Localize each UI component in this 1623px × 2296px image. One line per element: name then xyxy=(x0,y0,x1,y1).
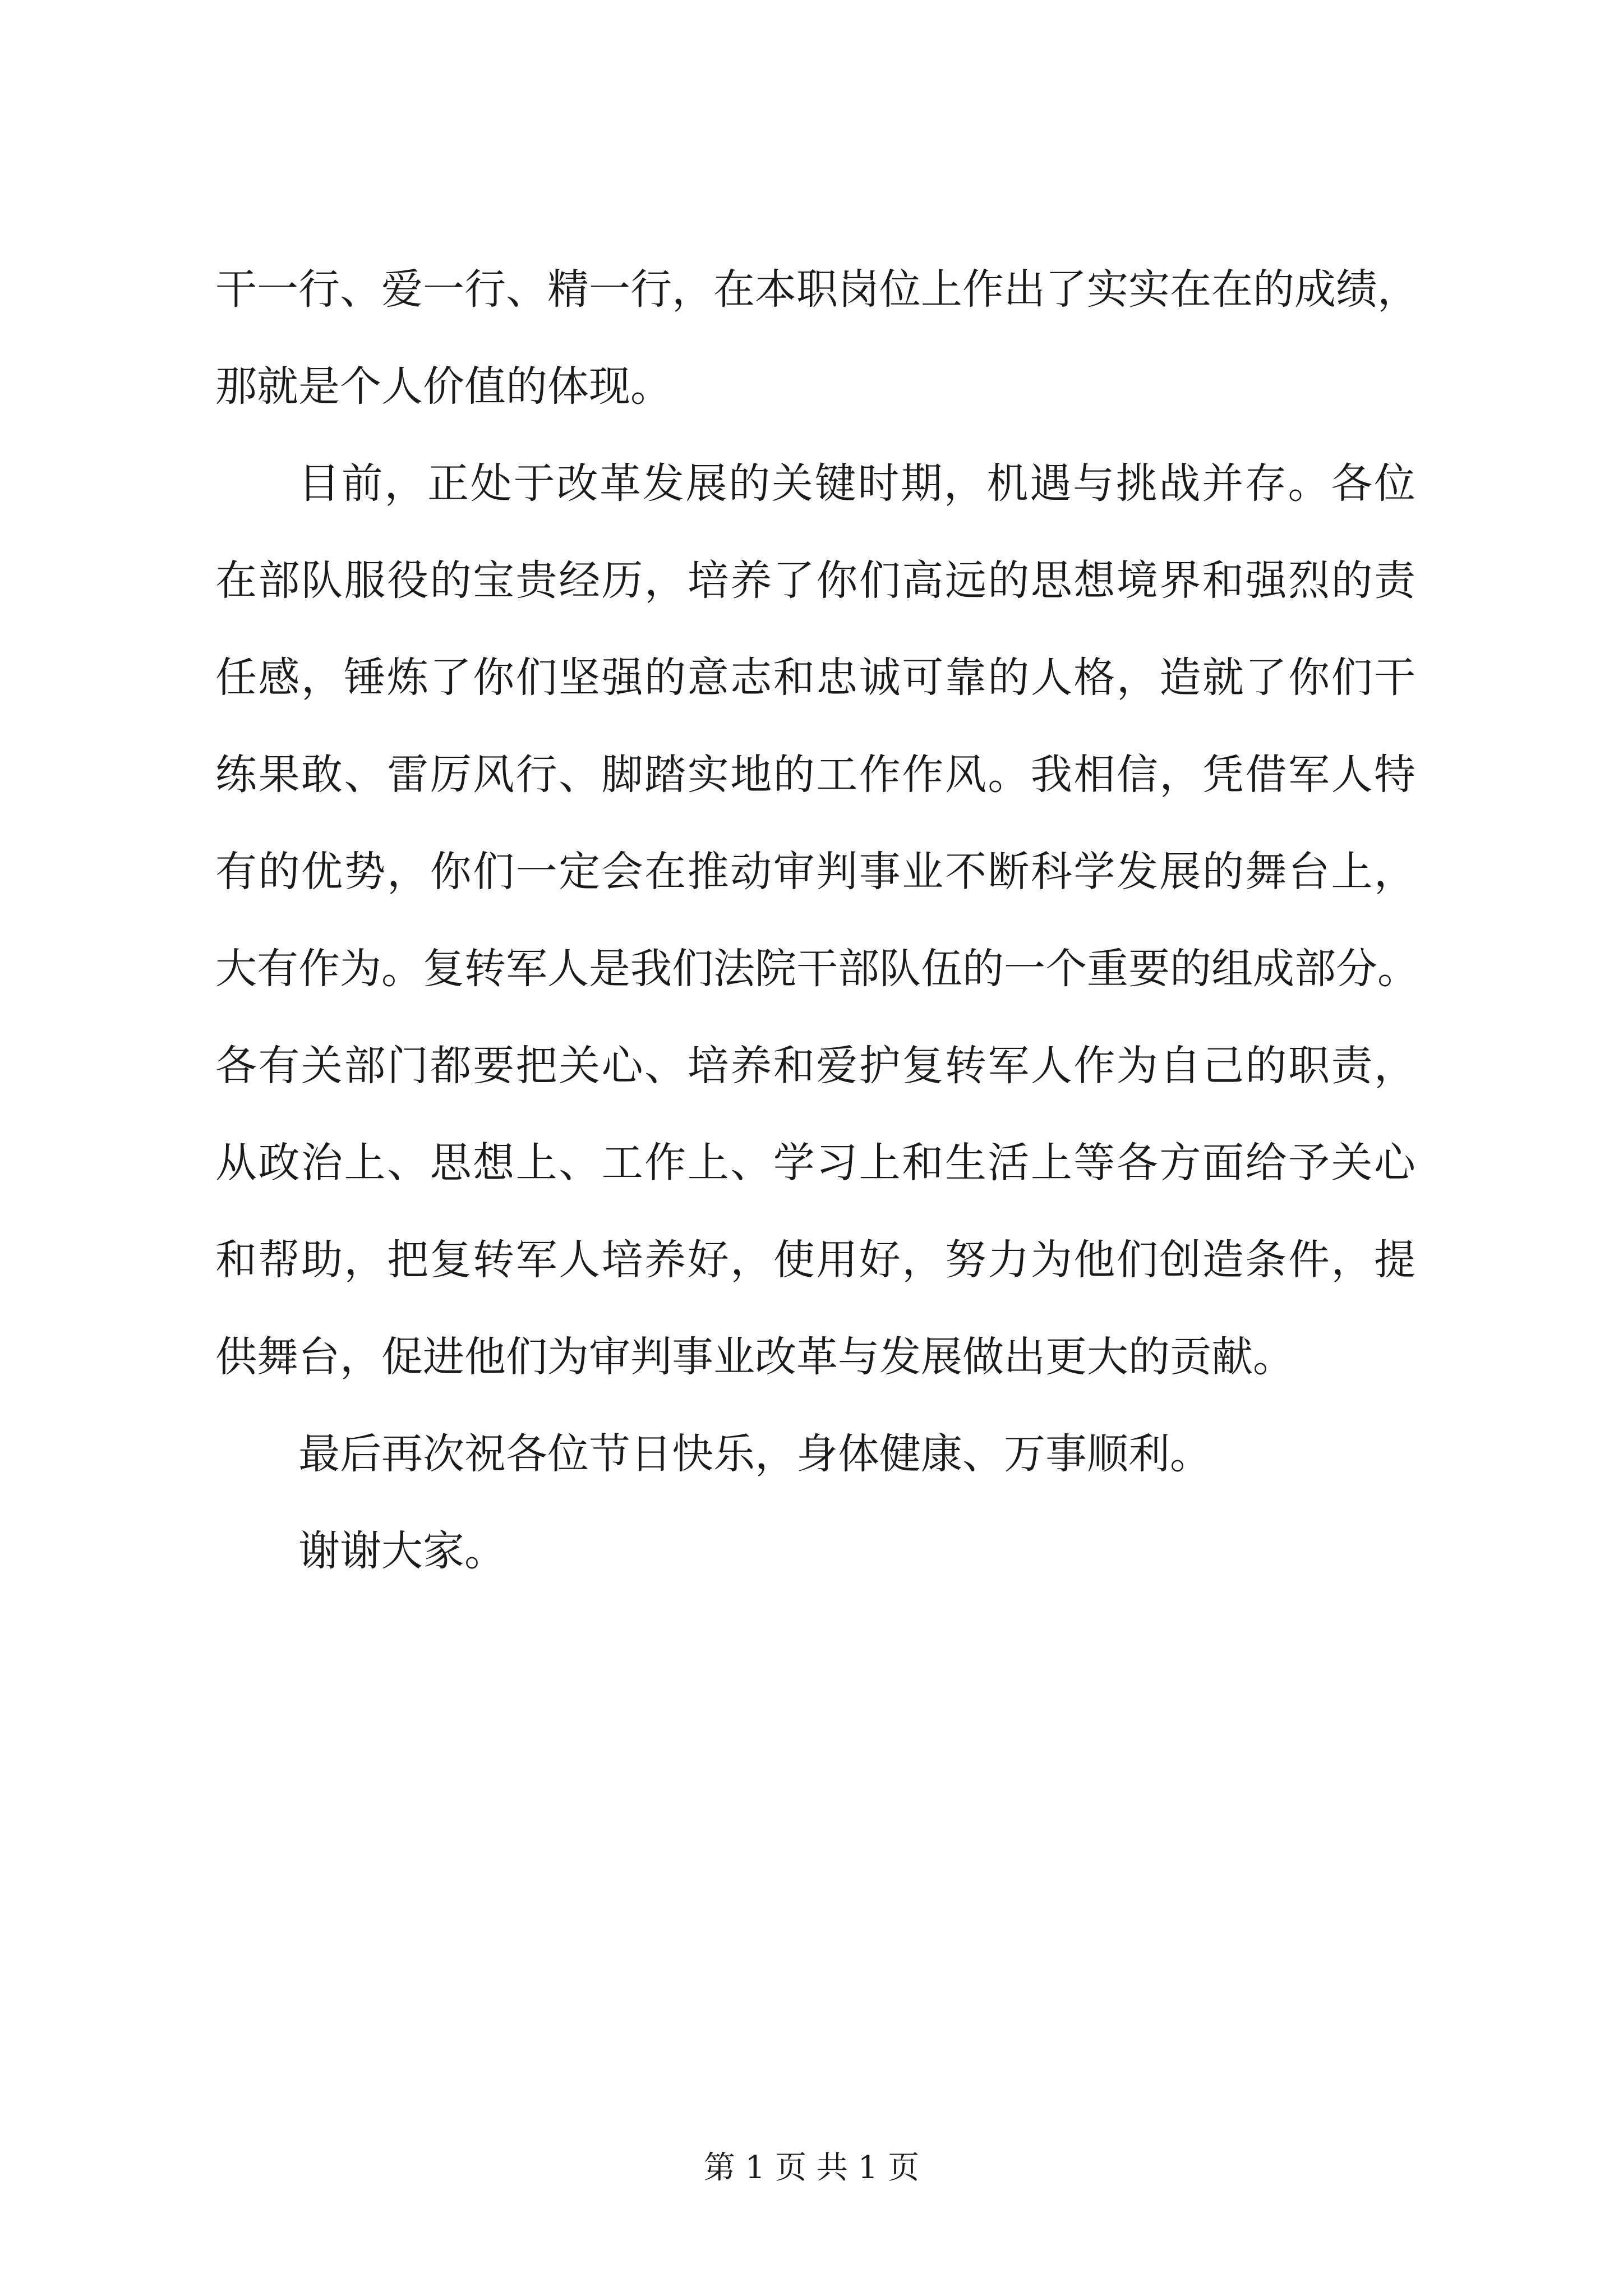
text-line: 目前，正处于改革发展的关键时期，机遇与挑战并存。各位 xyxy=(298,459,1415,508)
text-line: 那就是个人价值的体现。 xyxy=(215,362,672,411)
text-line: 在部队服役的宝贵经历，培养了你们高远的思想境界和强烈的责 xyxy=(215,556,1415,605)
paragraph-4 xyxy=(215,1503,1415,1600)
paragraph-2 xyxy=(215,435,1419,1406)
text-line: 最后再次祝各位节日快乐，身体健康、万事顺利。 xyxy=(298,1430,1211,1478)
text-line: 各有关部门都要把关心、培养和爱护复转军人作为自己的职责， xyxy=(215,1042,1415,1090)
text-line: 大有作为。复转军人是我们法院干部队伍的一个重要的组成部分。 xyxy=(215,945,1419,993)
text-line: 和帮助，把复转军人培养好，使用好，努力为他们创造条件，提 xyxy=(215,1236,1415,1284)
document-body xyxy=(215,241,1419,1600)
text-line: 练果敢、雷厉风行、脚踏实地的工作作风。我相信，凭借军人特 xyxy=(215,751,1415,799)
paragraph-1 xyxy=(215,241,1419,435)
text-line: 干一行、爱一行、精一行，在本职岗位上作出了实实在在的成绩， xyxy=(215,265,1419,314)
text-line: 供舞台，促进他们为审判事业改革与发展做出更大的贡献。 xyxy=(215,1333,1294,1381)
text-line: 从政治上、思想上、工作上、学习上和生活上等各方面给予关心 xyxy=(215,1139,1415,1187)
text-line: 谢谢大家。 xyxy=(298,1527,506,1575)
text-line: 有的优势，你们一定会在推动审判事业不断科学发展的舞台上， xyxy=(215,848,1415,896)
paragraph-3 xyxy=(215,1406,1415,1503)
page-number-footer: 第 1 页 共 1 页 xyxy=(703,2150,920,2186)
text-line: 任感，锤炼了你们坚强的意志和忠诚可靠的人格，造就了你们干 xyxy=(215,654,1415,702)
